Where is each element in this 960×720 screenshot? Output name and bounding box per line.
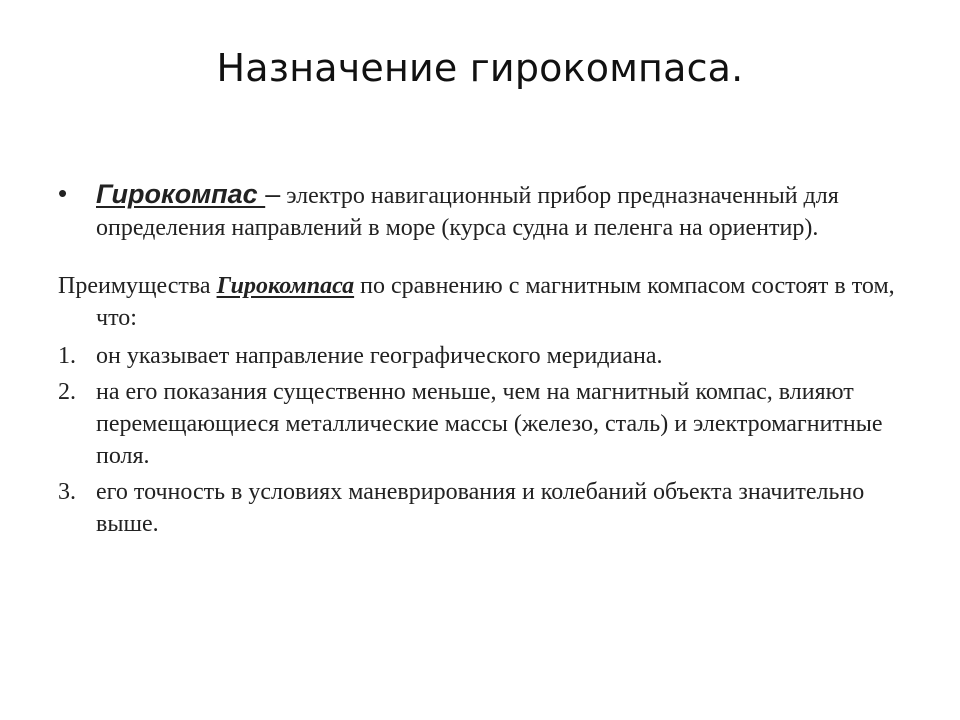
advantages-intro-after: по сравнению с магнитным компасом состоят в том, что: — [96, 273, 895, 331]
definition-term: Гирокомпас — [96, 179, 266, 209]
definition-dash: – — [265, 179, 281, 209]
list-item — [58, 476, 918, 540]
list-item — [58, 376, 918, 472]
bullet-dot-icon: • — [58, 178, 68, 208]
list-item-text: на его показания существенно меньше, чем на магнитный компас, влияют перемещающиеся металлические массы (железо, сталь) и электромагнитные поля. — [96, 379, 883, 469]
advantages-list — [58, 340, 918, 540]
advantages-intro-before: Преимущества — [58, 273, 217, 299]
list-item-number: 3. — [58, 479, 76, 505]
definition-bullet — [58, 178, 918, 244]
slide-body — [58, 178, 918, 544]
list-item-number: 1. — [58, 343, 76, 369]
list-item-text: он указывает направление географического меридиана. — [96, 343, 663, 369]
list-item-number: 2. — [58, 379, 76, 405]
definition-text: электро навигационный прибор предназначенный для определения направлений в море (курса судна и пеленга на ориентир). — [96, 183, 839, 241]
advantages-intro — [58, 270, 918, 334]
list-item-text: его точность в условиях маневрирования и колебаний объекта значительно выше. — [96, 479, 865, 537]
slide-title: Назначение гирокомпаса. — [216, 46, 744, 90]
list-item — [58, 340, 918, 372]
advantages-intro-term: Гирокомпаса — [216, 273, 355, 299]
